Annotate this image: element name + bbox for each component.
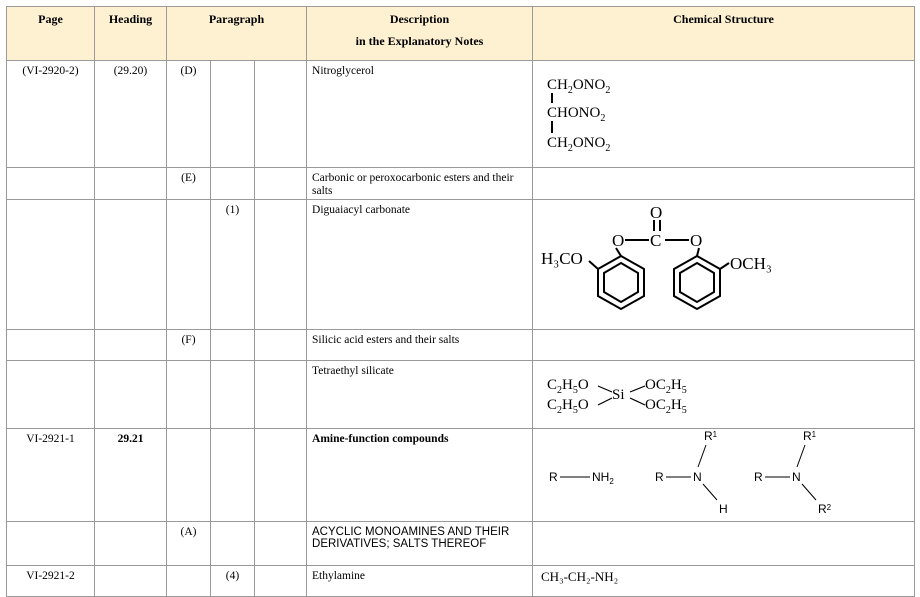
diguaiacyl-carbonate-structure (533, 200, 913, 328)
amine-primary-r: R (549, 470, 558, 484)
atom-si: Si (612, 387, 625, 403)
bond-line (630, 386, 645, 392)
tetraethyl-ethoxy-bottom-right: $OC_2H_5$ (645, 397, 687, 416)
cell-page (7, 200, 95, 330)
cell-paragraph-2 (211, 61, 255, 168)
cell-paragraph-3 (255, 429, 307, 522)
amine-primary-nh2: $NH_2$ (592, 470, 614, 486)
cell-paragraph-1 (167, 429, 211, 522)
bond-line (589, 261, 598, 269)
tetraethyl-silicate-structure (533, 361, 913, 427)
bond-line (598, 386, 612, 392)
nitroglycerol-line-2: $CHONO_2$ (547, 105, 606, 124)
table-row (7, 566, 915, 597)
tetraethyl-ethoxy-bottom-left: $C_2H_5O$ (547, 397, 589, 416)
group-methoxy-right: OCH₃ (730, 254, 772, 273)
cell-paragraph-1: (D) (167, 61, 211, 168)
header-heading: Heading (95, 7, 167, 61)
cell-description: Amine-function compounds (307, 429, 533, 522)
cell-page: (VI-2920-2) (7, 61, 95, 168)
amine-secondary-h: H (719, 502, 728, 516)
explanatory-notes-table-sheet (6, 6, 915, 597)
cell-paragraph-1 (167, 361, 211, 429)
amine-secondary-n: N (693, 470, 702, 484)
cell-page: VI-2921-2 (7, 566, 95, 597)
bond-line (630, 398, 645, 405)
cell-description: Diguaiacyl carbonate (307, 200, 533, 330)
nitroglycerol-structure (533, 61, 913, 167)
cell-paragraph-1: (F) (167, 330, 211, 361)
cell-paragraph-1 (167, 200, 211, 330)
cell-paragraph-3 (255, 200, 307, 330)
cell-description: Tetraethyl silicate (307, 361, 533, 429)
cell-paragraph-1 (167, 566, 211, 597)
cell-structure-diguaiacyl (533, 200, 915, 330)
bond-line (703, 484, 717, 500)
cell-paragraph-2 (211, 429, 255, 522)
atom-o-top: O (650, 203, 663, 222)
cell-page (7, 330, 95, 361)
table-row (7, 200, 915, 330)
cell-page: VI-2921-1 (7, 429, 95, 522)
amine-secondary-r1: $R^1$ (704, 429, 718, 443)
table-row (7, 361, 915, 429)
amine-tertiary-r2: $R^2$ (818, 502, 832, 516)
bond-line (797, 445, 805, 467)
bond-line (802, 484, 816, 500)
header-row (7, 7, 915, 61)
header-page: Page (7, 7, 95, 61)
cell-heading (95, 361, 167, 429)
atom-c-center: C (650, 231, 662, 250)
cell-paragraph-3 (255, 330, 307, 361)
cell-description: ACYCLIC MONOAMINES AND THEIR DERIVATIVES; SALTS THEREOF (307, 522, 533, 566)
bond-line (598, 398, 612, 405)
cell-paragraph-3 (255, 168, 307, 200)
cell-page (7, 361, 95, 429)
header-description-line2: in the Explanatory Notes (355, 34, 484, 48)
cell-paragraph-1: (A) (167, 522, 211, 566)
header-description-line1: Description (389, 12, 450, 26)
cell-structure-nitroglycerol (533, 61, 915, 168)
cell-heading (95, 200, 167, 330)
cell-structure-amines (533, 429, 915, 522)
cell-structure-empty (533, 522, 915, 566)
amine-structures (533, 429, 913, 521)
amine-secondary-r: R (655, 470, 664, 484)
atom-o-left: O (612, 231, 625, 250)
cell-paragraph-2: (4) (211, 566, 255, 597)
table-row (7, 61, 915, 168)
cell-heading: 29.21 (95, 429, 167, 522)
table-row (7, 168, 915, 200)
table-row (7, 429, 915, 522)
table-row (7, 522, 915, 566)
table-row (7, 330, 915, 361)
cell-structure-empty (533, 330, 915, 361)
atom-o-right: O (690, 231, 703, 250)
bond-line (720, 263, 729, 269)
tetraethyl-ethoxy-top-left: $C_2H_5O$ (547, 377, 589, 396)
bond-line (698, 445, 706, 467)
cell-description: Ethylamine (307, 566, 533, 597)
ethylamine-formula: CH₃-CH₂-NH₂ (541, 569, 619, 584)
cell-paragraph-1: (E) (167, 168, 211, 200)
cell-page (7, 168, 95, 200)
cell-structure-empty (533, 168, 915, 200)
cell-heading (95, 522, 167, 566)
cell-paragraph-2: (1) (211, 200, 255, 330)
cell-paragraph-3 (255, 361, 307, 429)
cell-page (7, 522, 95, 566)
cell-heading: (29.20) (95, 61, 167, 168)
cell-paragraph-2 (211, 168, 255, 200)
chemical-structures-table (6, 6, 915, 597)
amine-tertiary-r: R (754, 470, 763, 484)
tetraethyl-ethoxy-top-right: $OC_2H_5$ (645, 377, 687, 396)
cell-description: Nitroglycerol (307, 61, 533, 168)
cell-paragraph-2 (211, 361, 255, 429)
cell-paragraph-3 (255, 566, 307, 597)
cell-heading (95, 330, 167, 361)
cell-paragraph-2 (211, 522, 255, 566)
cell-heading (95, 566, 167, 597)
amine-tertiary-r1: $R^1$ (803, 429, 817, 443)
cell-paragraph-3 (255, 522, 307, 566)
cell-heading (95, 168, 167, 200)
benzene-ring-left-inner (604, 263, 638, 302)
cell-paragraph-2 (211, 330, 255, 361)
nitroglycerol-line-1: $CH_2ONO_2$ (547, 77, 611, 96)
header-description (307, 7, 533, 61)
cell-description: Silicic acid esters and their salts (307, 330, 533, 361)
group-methoxy-left: H₃CO (541, 249, 583, 268)
cell-structure-ethylamine (533, 566, 915, 597)
nitroglycerol-line-3: $CH_2ONO_2$ (547, 135, 611, 154)
cell-structure-tetraethyl (533, 361, 915, 429)
amine-tertiary-n: N (792, 470, 801, 484)
cell-paragraph-3 (255, 61, 307, 168)
header-paragraph: Paragraph (167, 7, 307, 61)
benzene-ring-right-inner (680, 263, 714, 302)
header-chemical-structure: Chemical Structure (533, 7, 915, 61)
cell-description: Carbonic or peroxocarbonic esters and their salts (307, 168, 533, 200)
